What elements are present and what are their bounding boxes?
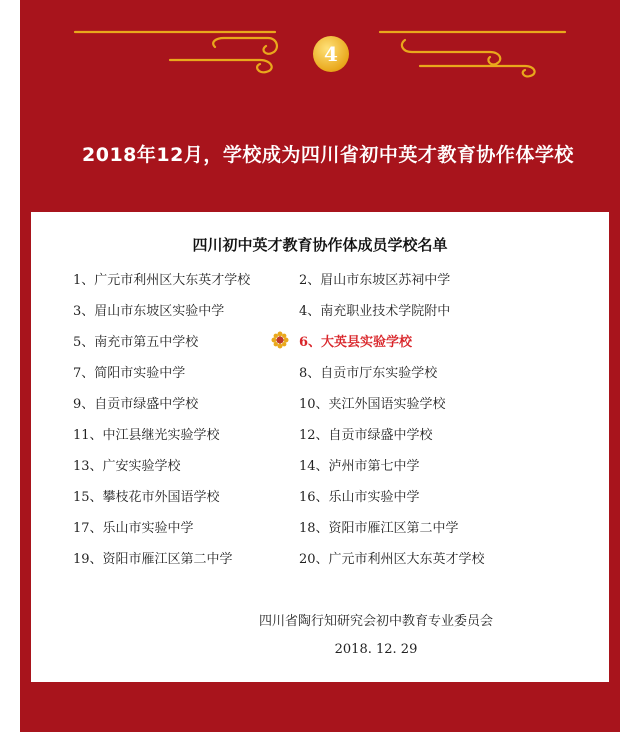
list-title: 四川初中英才教育协作体成员学校名单 (192, 236, 448, 254)
date: 2018. 12. 29 (334, 642, 418, 657)
list-item: 17、乐山市实验中学 (73, 521, 194, 536)
list-item: 12、自贡市绿盛中学校 (299, 428, 433, 443)
list-item: 20、广元市利州区大东英才学校 (299, 552, 485, 567)
badge-number: 4 (324, 42, 338, 66)
list-item: 8、自贡市厅东实验学校 (299, 366, 438, 381)
number-badge (313, 36, 349, 72)
list-item: 1、广元市利州区大东英才学校 (73, 273, 251, 288)
headline: 2018年12月，学校成为四川省初中英才教育协作体学校 (82, 144, 574, 166)
list-item: 13、广安实验学校 (73, 459, 181, 474)
list-item: 4、南充职业技术学院附中 (299, 304, 451, 319)
list-item: 3、眉山市东坡区实验中学 (73, 304, 225, 319)
list-item-highlighted: 6、大英县实验学校 (299, 335, 413, 350)
list-item: 2、眉山市东坡区苏祠中学 (299, 273, 451, 288)
list-item: 11、中江县继光实验学校 (73, 428, 220, 443)
list-item: 5、南充市第五中学校 (73, 335, 199, 350)
signature: 四川省陶行知研究会初中教育专业委员会 (258, 614, 493, 629)
list-item: 18、资阳市雁江区第二中学 (299, 521, 459, 536)
list-item: 9、自贡市绿盛中学校 (73, 397, 199, 412)
list-item: 15、攀枝花市外国语学校 (73, 490, 220, 505)
list-item: 10、夹江外国语实验学校 (299, 397, 446, 412)
flower-icon (271, 331, 289, 349)
list-item: 7、简阳市实验中学 (73, 366, 186, 381)
list-item: 14、泸州市第七中学 (299, 459, 420, 474)
list-item: 16、乐山市实验中学 (299, 490, 420, 505)
list-item: 19、资阳市雁江区第二中学 (73, 552, 233, 567)
member-list-card (31, 212, 609, 682)
